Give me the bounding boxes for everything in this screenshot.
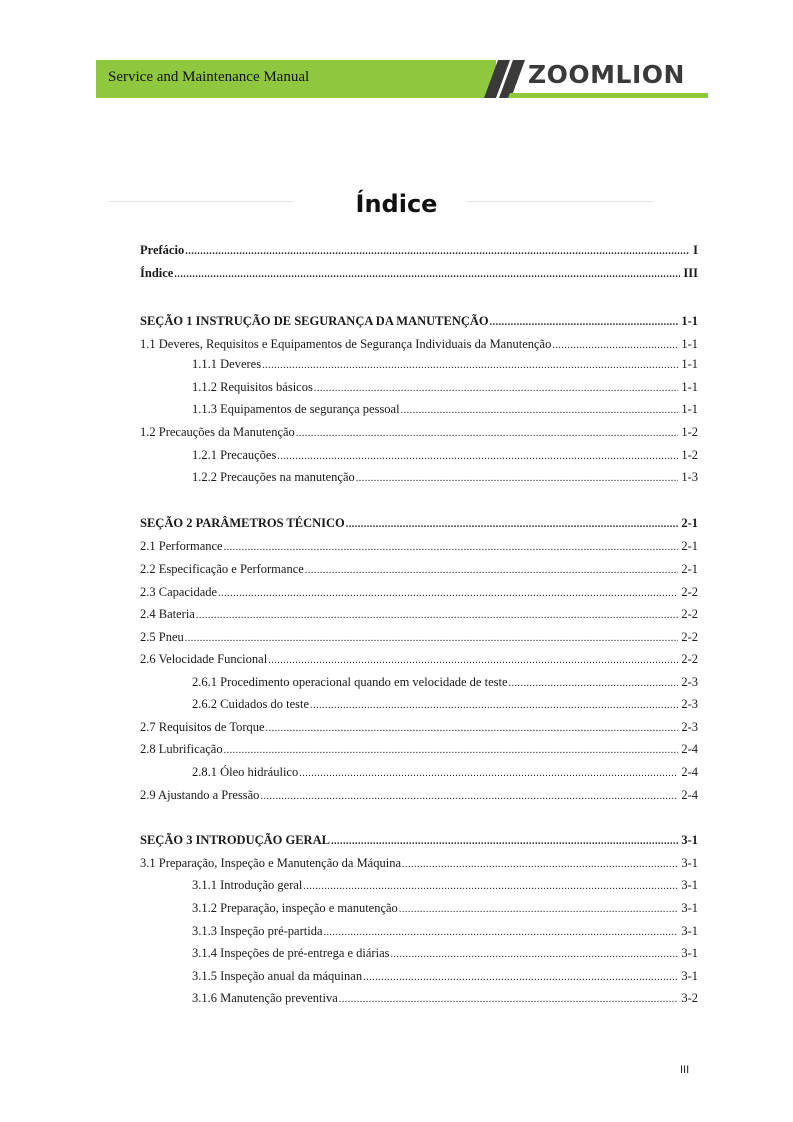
toc-entry-page: 2-4 (681, 788, 698, 802)
toc-entry-title: 1.1.1 Deveres (192, 357, 262, 371)
toc-leader-dots (185, 633, 679, 644)
manual-title: Service and Maintenance Manual (108, 69, 310, 85)
toc-entry[interactable] (140, 720, 698, 740)
toc-leader-dots (509, 678, 679, 689)
toc-entry-page: 2-2 (681, 630, 698, 644)
toc-entry-page: 1-1 (681, 357, 698, 371)
toc-entry-title: 2.5 Pneu (140, 630, 184, 644)
toc-entry-page: 1-1 (681, 314, 698, 328)
toc-leader-dots (356, 473, 679, 484)
toc-entry[interactable] (192, 878, 698, 898)
toc-leader-dots (402, 859, 678, 870)
toc-entry-title: 2.2 Especificação e Performance (140, 562, 304, 576)
toc-entry[interactable] (140, 266, 698, 286)
toc-entry-title: 2.8 Lubrificação (140, 742, 223, 756)
toc-entry-page: 2-2 (681, 607, 698, 621)
toc-entry[interactable] (140, 742, 698, 762)
toc-leader-dots (218, 588, 678, 599)
toc-entry[interactable] (192, 448, 698, 468)
toc-entry[interactable] (140, 630, 698, 650)
toc-leader-dots (339, 994, 679, 1005)
toc-leader-dots (552, 340, 678, 351)
toc-entry-title: 1.1 Deveres, Requisitos e Equipamentos de Segurança Individuais da Manutenção (140, 337, 552, 351)
toc-entry-title: SEÇÃO 3 INTRODUÇÃO GERAL (140, 833, 330, 847)
page-number: III (680, 1064, 690, 1076)
toc-entry-title: 2.4 Bateria (140, 607, 195, 621)
toc-entry[interactable] (192, 765, 698, 785)
toc-entry[interactable] (192, 969, 698, 989)
toc-entry-page: 3-2 (681, 991, 698, 1005)
toc-entry-title: 3.1.2 Preparação, inspeção e manutenção (192, 901, 398, 915)
toc-entry[interactable] (192, 470, 698, 490)
toc-entry-title: SEÇÃO 2 PARÂMETROS TÉCNICO (140, 516, 345, 530)
toc-leader-dots (277, 451, 678, 462)
toc-entry[interactable] (192, 901, 698, 921)
toc-leader-dots (224, 542, 679, 553)
toc-entry[interactable] (140, 652, 698, 672)
toc-entry-title: 3.1 Preparação, Inspeção e Manutenção da Máquina (140, 856, 401, 870)
toc-entry-title: 1.1.3 Equipamentos de segurança pessoal (192, 402, 400, 416)
toc-entry-title: 2.3 Capacidade (140, 585, 218, 599)
toc-entry[interactable] (140, 833, 698, 853)
toc-entry-title: 2.9 Ajustando a Pressão (140, 788, 260, 802)
toc-entry[interactable] (140, 607, 698, 627)
toc-leader-dots (303, 881, 678, 892)
toc-entry[interactable] (192, 946, 698, 966)
toc-entry[interactable] (192, 924, 698, 944)
toc-leader-dots (185, 246, 690, 257)
toc-entry[interactable] (140, 585, 698, 605)
toc-entry-page: 1-2 (681, 425, 698, 439)
toc-leader-dots (224, 745, 679, 756)
toc-entry-title: 2.8.1 Óleo hidráulico (192, 765, 299, 779)
toc-entry-title: 2.6 Velocidade Funcional (140, 652, 268, 666)
brand-name: ZOOMLION (528, 60, 685, 89)
toc-entry-title: Prefácio (140, 243, 185, 257)
toc-entry-title: 1.1.2 Requisitos básicos (192, 380, 313, 394)
toc-entry-page: 3-1 (681, 856, 698, 870)
toc-leader-dots (324, 927, 679, 938)
toc-entry-title: 1.2.1 Precauções (192, 448, 277, 462)
page-title: Índice (355, 190, 438, 218)
toc-entry-page: 1-1 (681, 337, 698, 351)
toc-entry-page: 3-1 (681, 878, 698, 892)
toc-entry-title: 3.1.4 Inspeções de pré-entrega e diárias (192, 946, 390, 960)
toc-entry-title: Índice (140, 266, 174, 280)
toc-entry-page: 3-1 (681, 901, 698, 915)
toc-entry-title: 2.6.1 Procedimento operacional quando em velocidade de teste (192, 675, 508, 689)
toc-entry[interactable] (140, 314, 698, 334)
toc-leader-dots (346, 519, 679, 530)
toc-entry[interactable] (192, 380, 698, 400)
toc-entry-title: 3.1.5 Inspeção anual da máquinan (192, 969, 363, 983)
toc-entry[interactable] (140, 425, 698, 445)
toc-entry[interactable] (140, 337, 698, 357)
toc-leader-dots (314, 383, 678, 394)
toc-entry-page: 1-2 (681, 448, 698, 462)
toc-entry-page: 2-2 (681, 585, 698, 599)
toc-entry-page: 1-3 (681, 470, 698, 484)
toc-leader-dots (268, 655, 678, 666)
toc-entry-page: 2-4 (681, 765, 698, 779)
toc-entry-page: 2-3 (681, 675, 698, 689)
toc-leader-dots (363, 972, 678, 983)
toc-entry-title: 2.7 Requisitos de Torque (140, 720, 265, 734)
toc-leader-dots (305, 565, 679, 576)
toc-entry-title: 1.2.2 Precauções na manutenção (192, 470, 355, 484)
toc-entry-page: 2-3 (681, 697, 698, 711)
toc-entry[interactable] (192, 697, 698, 717)
toc-entry-page: III (683, 266, 698, 280)
toc-entry-page: 3-1 (681, 969, 698, 983)
toc-entry-page: 2-4 (681, 742, 698, 756)
toc-entry[interactable] (192, 991, 698, 1011)
toc-entry-page: 2-2 (681, 652, 698, 666)
toc-entry[interactable] (192, 402, 698, 422)
toc-entry-page: 1-1 (681, 402, 698, 416)
toc-entry[interactable] (140, 516, 698, 536)
toc-entry-page: 3-1 (681, 833, 698, 847)
toc-entry[interactable] (140, 856, 698, 876)
toc-leader-dots (490, 317, 679, 328)
toc-leader-dots (299, 768, 678, 779)
toc-entry[interactable] (140, 788, 698, 808)
toc-entry-title: 2.1 Performance (140, 539, 223, 553)
toc-entry-page: 3-1 (681, 924, 698, 938)
toc-entry-title: SEÇÃO 1 INSTRUÇÃO DE SEGURANÇA DA MANUTENÇÃO (140, 314, 489, 328)
toc-leader-dots (262, 360, 678, 371)
toc-entry-page: 2-1 (681, 539, 698, 553)
toc-entry-page: I (693, 243, 698, 257)
toc-entry[interactable] (140, 539, 698, 559)
toc-entry[interactable] (140, 562, 698, 582)
toc-leader-dots (401, 405, 679, 416)
toc-leader-dots (174, 269, 680, 280)
toc-entry-title: 1.2 Precauções da Manutenção (140, 425, 295, 439)
toc-leader-dots (331, 836, 678, 847)
toc-entry[interactable] (140, 243, 698, 263)
toc-leader-dots (266, 723, 679, 734)
toc-entry-page: 2-1 (681, 516, 698, 530)
toc-entry-page: 2-1 (681, 562, 698, 576)
toc-entry-page: 2-3 (681, 720, 698, 734)
toc-entry[interactable] (192, 675, 698, 695)
toc-entry-page: 1-1 (681, 380, 698, 394)
toc-leader-dots (399, 904, 679, 915)
toc-leader-dots (390, 949, 678, 960)
toc-entry-title: 3.1.3 Inspeção pré-partida (192, 924, 323, 938)
toc-entry-title: 3.1.6 Manutenção preventiva (192, 991, 338, 1005)
toc-leader-dots (310, 700, 678, 711)
toc-entry-title: 2.6.2 Cuidados do teste (192, 697, 310, 711)
toc-entry-page: 3-1 (681, 946, 698, 960)
toc-entry[interactable] (192, 357, 698, 377)
toc-leader-dots (260, 791, 678, 802)
toc-entry-title: 3.1.1 Introdução geral (192, 878, 303, 892)
toc-leader-dots (296, 428, 679, 439)
toc-leader-dots (196, 610, 678, 621)
